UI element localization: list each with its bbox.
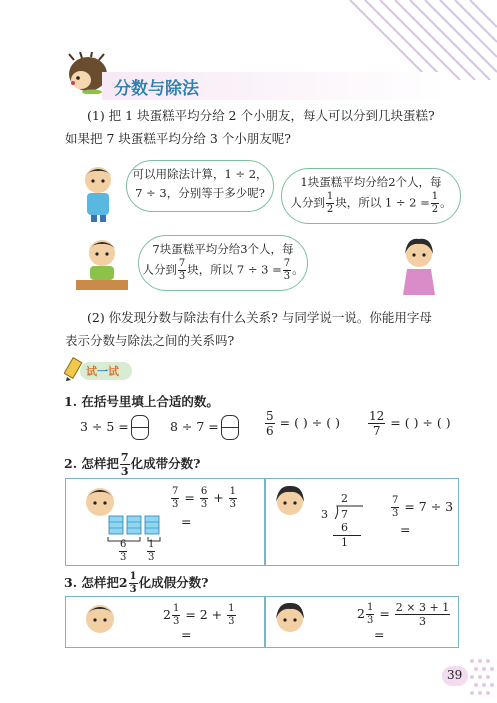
cake-blocks-diagram — [107, 514, 163, 536]
boy-thinking-illustration — [74, 162, 124, 222]
division-quotient: 2 — [341, 492, 348, 505]
bubble-3-fraction: $\frac{7}{3}$ — [178, 258, 186, 282]
bubble-3-line-1: 7块蛋糕平均分给3个人，每 — [152, 242, 294, 256]
answer-fraction-box[interactable] — [221, 415, 239, 440]
ex3-left-expression: 2 $\frac{1}{3}$ = 2 + $\frac{1}{3}$ — [163, 603, 235, 627]
bubble-1-line-1: 可以用除法计算，1 ÷ 2， — [132, 167, 268, 181]
division-remainder: 1 — [341, 536, 348, 549]
ex1-item-b: 8 ÷ 7 = — [170, 415, 241, 440]
bubble-2-fraction: $\frac{1}{2}$ — [326, 191, 334, 215]
ex1-item-a: 3 ÷ 5 = — [80, 415, 151, 440]
brace-bracket — [106, 536, 166, 544]
ex3-title: 3. 怎样把2 $\frac{1}{3}$ 化成假分数? — [64, 571, 209, 595]
ex2-title: 2. 怎样把 $\frac{7}{3}$ 化成带分数? — [64, 451, 201, 478]
bubble-1-line-2: 7 ÷ 3，分别等于多少呢? — [135, 186, 265, 200]
ex2-box-divider — [264, 479, 266, 565]
try-label: 试一试 — [86, 365, 119, 378]
ex2-right-expression: $\frac{7}{3}$ = 7 ÷ 3 — [392, 495, 454, 519]
question2-line-2: 表示分数与除法之间的关系吗? — [65, 333, 235, 348]
page-number: 39 — [447, 668, 463, 682]
ex1-item-c: $\frac{5}{6}$ = ( ) ÷ ( ) — [266, 409, 340, 438]
bubble-2-line-1: 1块蛋糕平均分给2个人，每 — [300, 175, 442, 189]
division-product: 6 — [341, 521, 348, 534]
girl-face-right-ex3 — [272, 600, 308, 634]
ex3-right-blank-eq[interactable]: = — [374, 627, 385, 642]
ex3-right-expression: 2 $\frac{1}{3}$ = $\frac{2 \times 3 + 1}{3}$ — [357, 601, 450, 628]
bubble-2-result-fraction: $\frac{1}{2}$ — [431, 191, 439, 215]
boy-face-left-ex3 — [82, 601, 118, 635]
ex2-left-expression: $\frac{7}{3}$ = $\frac{6}{3}$ + $\frac{1}{3}$ — [172, 486, 237, 510]
intro-line-1: (1) 把 1 块蛋糕平均分给 2 个小朋友，每人可以分到几块蛋糕? — [87, 108, 435, 123]
ex1-item-d: $\frac{12}{7}$ = ( ) ÷ ( ) — [369, 409, 451, 438]
speech-bubble-2 — [281, 168, 461, 224]
ex3-box-divider — [264, 597, 266, 647]
bubble-3-line-2: 人分到 $\frac{7}{3}$ 块，所以 7 ÷ 3 = $\frac{7}{3}$ 。 — [142, 258, 304, 282]
boy-face-left-ex2 — [82, 484, 118, 518]
intro-line-2: 如果把 7 块蛋糕平均分给 3 个小朋友呢? — [65, 131, 292, 146]
answer-fraction-box[interactable] — [131, 415, 149, 440]
ex2-right-blank-eq[interactable]: = — [400, 522, 411, 537]
ex2-left-frac-6-3: $\frac{6}{3}$ — [120, 539, 127, 563]
girl-illustration — [397, 237, 441, 297]
speech-bubble-3 — [138, 235, 308, 291]
division-dividend: 7 — [341, 508, 348, 521]
corner-stripes — [330, 0, 497, 80]
ex1-title: 1. 在括号里填上合适的数。 — [64, 394, 219, 409]
ex3-left-blank-eq[interactable]: = — [181, 627, 192, 642]
ex2-left-blank-eq[interactable]: = — [181, 514, 192, 529]
boy-at-desk-illustration — [76, 236, 128, 290]
bubble-3-result-fraction: $\frac{7}{3}$ — [283, 258, 291, 282]
ex2-left-frac-1-3: $\frac{1}{3}$ — [148, 539, 155, 563]
question2-line-1: (2) 你发现分数与除法有什么关系? 与同学说一说。你能用字母 — [87, 310, 432, 325]
bubble-2-line-2: 人分到 $\frac{1}{2}$ 块，所以 1 ÷ 2 = $\frac{1}{2}$ 。 — [290, 191, 452, 215]
section-title: 分数与除法 — [114, 79, 199, 99]
speech-bubble-1 — [126, 160, 274, 212]
girl-face-right-ex2 — [272, 483, 308, 517]
division-divisor: 3 — [321, 508, 328, 521]
